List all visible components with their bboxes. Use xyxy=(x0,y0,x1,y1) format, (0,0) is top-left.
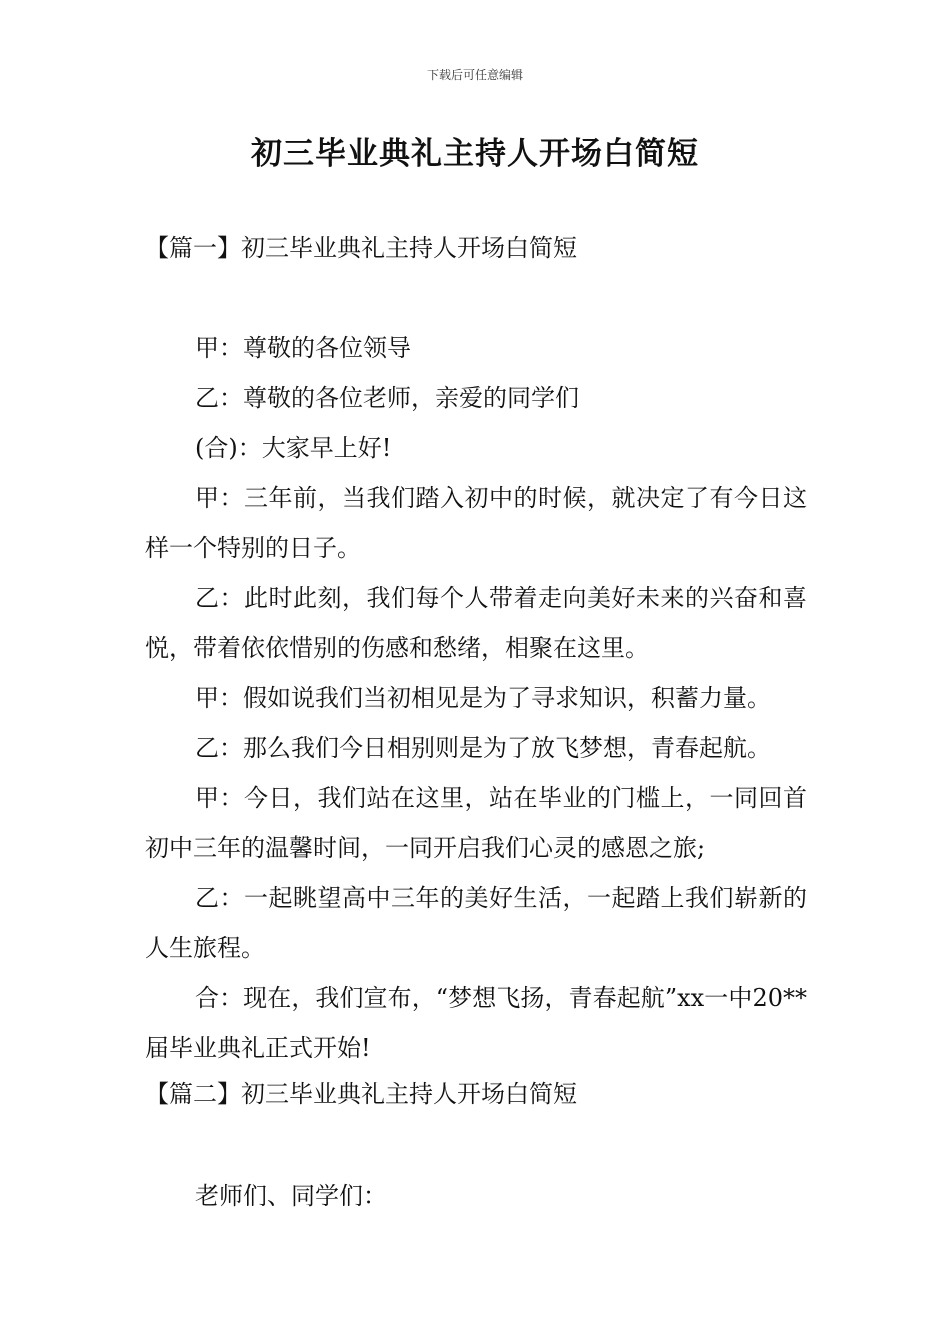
paragraph: 老师们、同学们： xyxy=(195,1182,387,1210)
paragraph: 乙：尊敬的各位老师，亲爱的同学们 xyxy=(195,384,579,412)
paragraph: 甲：假如说我们当初相见是为了寻求知识，积蓄力量。 xyxy=(195,684,771,712)
paragraph: 合：现在，我们宣布，“梦想飞扬，青春起航”xx一中20**届毕业典礼正式开始! xyxy=(145,984,807,1062)
header-note: 下载后可任意编辑 xyxy=(426,68,523,82)
paragraph: (合)：大家早上好! xyxy=(195,434,392,462)
paragraph: 乙：一起眺望高中三年的美好生活，一起踏上我们崭新的人生旅程。 xyxy=(145,884,807,962)
paragraph: 甲：今日，我们站在这里，站在毕业的门槛上，一同回首初中三年的温馨时间，一同开启我们心灵的感恩之旅; xyxy=(145,784,807,862)
paragraph: 乙：此时此刻，我们每个人带着走向美好未来的兴奋和喜悦，带着依依惜别的伤感和愁绪，相聚在这里。 xyxy=(145,584,807,662)
paragraph: 甲：三年前，当我们踏入初中的时候，就决定了有今日这样一个特别的日子。 xyxy=(145,484,807,562)
section-heading-2: 【篇二】初三毕业典礼主持人开场白简短 xyxy=(145,1080,577,1108)
document-title: 初三毕业典礼主持人开场白简短 xyxy=(251,136,699,172)
paragraph: 甲：尊敬的各位领导 xyxy=(195,334,411,362)
paragraph: 乙：那么我们今日相别则是为了放飞梦想，青春起航。 xyxy=(195,734,771,762)
section-heading-1: 【篇一】初三毕业典礼主持人开场白简短 xyxy=(145,234,577,262)
